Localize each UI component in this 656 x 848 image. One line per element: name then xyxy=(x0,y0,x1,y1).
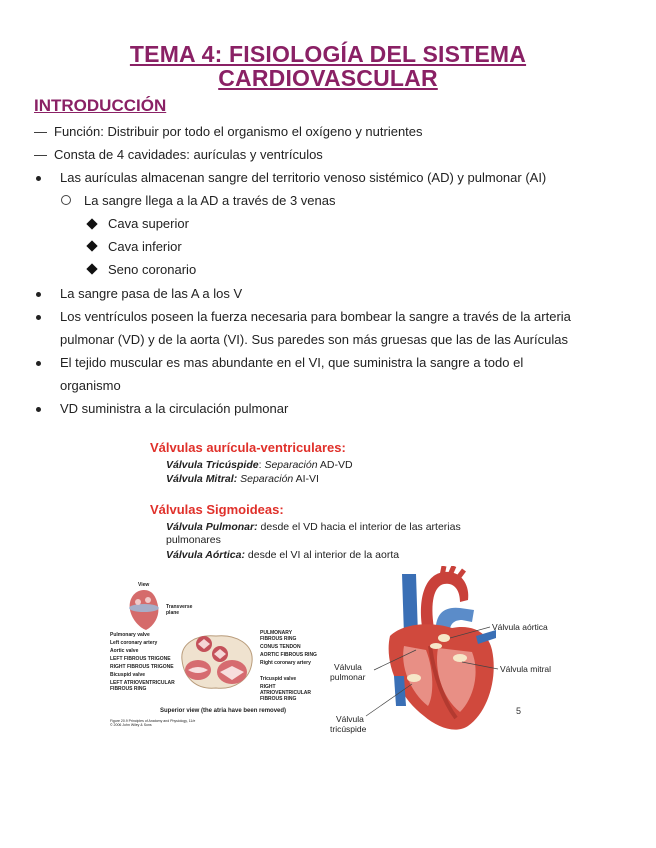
fig-left-label: Bicuspid valve xyxy=(110,672,146,678)
list-item: Función: Distribuir por todo el organismo el oxígeno y nutrientes xyxy=(54,124,423,139)
title-line-1: TEMA 4: FISIOLOGÍA DEL SISTEMA xyxy=(129,41,527,67)
list-item-continuation: pulmonar (VD) y de la aorta (VI). Sus paredes son más gruesas que las de las Aurículas xyxy=(60,332,568,347)
heart-section-thumbnail xyxy=(124,586,164,632)
fig-credit: Figure 20.9 Principles of Anatomy and Physiology, 11/e xyxy=(110,719,196,723)
pulmonary-desc: desde el VD hacia el interior de las arterias xyxy=(260,521,461,533)
tricuspid-line: Válvula Tricúspide: Separación AD-VD xyxy=(166,459,353,471)
fig-credit: © 2006 John Wiley & Sons xyxy=(110,723,152,727)
list-item: Los ventrículos poseen la fuerza necesaria para bombear la sangre a través de la arteria xyxy=(60,309,571,324)
fig-transverse-label: Transverse xyxy=(166,604,193,610)
label-pulmonary-valve-1: Válvula xyxy=(334,662,362,672)
label-pulmonary-valve-2: pulmonar xyxy=(330,672,366,682)
fig-right-label: FIBROUS RING xyxy=(260,696,297,702)
valve-ring-illustration xyxy=(176,630,256,694)
aortic-desc: desde el VI al interior de la aorta xyxy=(247,549,400,561)
pulmonary-name: Válvula Pulmonar: xyxy=(166,521,258,533)
fig-right-label: Tricuspid valve xyxy=(260,676,297,682)
list-item-continuation: organismo xyxy=(60,378,121,393)
label-aortic-valve: Válvula aórtica xyxy=(492,622,548,632)
mitral-line xyxy=(166,473,319,486)
tricuspid-desc: Separación xyxy=(264,459,318,471)
mitral-desc: Separación xyxy=(240,473,294,485)
dash-marker: — xyxy=(34,124,47,139)
section-heading: INTRODUCCIÓN xyxy=(34,96,167,115)
fig-left-label: Left coronary artery xyxy=(110,640,158,646)
fig-left-label: Aortic valve xyxy=(110,648,139,654)
list-item: Seno coronario xyxy=(108,262,197,277)
label-tricuspid-valve-1: Válvula xyxy=(336,714,364,724)
sigmoid-valves-heading: Válvulas Sigmoideas: xyxy=(150,502,284,517)
bullet-icon xyxy=(36,176,41,181)
fig-right-label: FIBROUS RING xyxy=(260,636,297,642)
title-line-2: CARDIOVASCULAR xyxy=(218,65,438,91)
pulmonary-line xyxy=(166,521,461,534)
fig-left-label: LEFT ATRIOVENTRICULAR xyxy=(110,680,175,686)
page-title xyxy=(0,42,656,90)
list-item: La sangre llega a la AD a través de 3 venas xyxy=(84,193,336,208)
label-mitral-valve: Válvula mitral xyxy=(500,664,552,674)
fig-right-label: CONUS TENDON xyxy=(260,644,301,650)
aortic-name: Válvula Aórtica: xyxy=(166,549,245,561)
fig-left-label: Pulmonary valve xyxy=(110,632,150,638)
fig-view-label: View xyxy=(138,582,150,588)
page-number: 5 xyxy=(516,706,522,716)
fig-right-label: PULMONARY xyxy=(260,630,293,636)
list-item: El tejido muscular es mas abundante en el VI, que suministra la sangre a todo el xyxy=(60,355,524,370)
valves-superior-view-figure xyxy=(110,580,320,730)
fig-left-label: RIGHT FIBROUS TRIGONE xyxy=(110,664,174,670)
bullet-icon xyxy=(36,407,41,412)
aortic-line xyxy=(166,549,399,562)
fig-right-label: ATRIOVENTRICULAR xyxy=(260,690,312,696)
diamond-bullet-icon xyxy=(86,218,97,229)
leader-lines xyxy=(330,566,560,742)
label-tricuspid-valve-2: tricúspide xyxy=(330,724,367,734)
dash-marker: — xyxy=(34,147,47,162)
fig-right-label: Right coronary artery xyxy=(260,660,311,666)
fig-right-label: RIGHT xyxy=(260,684,276,690)
list-item: Las aurículas almacenan sangre del territorio venoso sistémico (AD) y pulmonar (AI) xyxy=(60,170,547,185)
circle-bullet-icon xyxy=(61,195,71,205)
fig-plane-label: plane xyxy=(166,610,180,616)
diamond-bullet-icon xyxy=(86,240,97,251)
tricuspid-value: AD-VD xyxy=(319,459,353,471)
mitral-name: Válvula Mitral: xyxy=(166,473,238,485)
pulmonary-desc-cont: pulmonares xyxy=(166,534,221,546)
bullet-icon xyxy=(36,361,41,366)
list-item: Cava inferior xyxy=(108,239,182,254)
mitral-value: AI-VI xyxy=(295,473,319,485)
av-valves-heading: Válvulas aurícula-ventriculares: xyxy=(150,440,346,455)
heart-anatomy-figure xyxy=(330,566,560,742)
list-item: VD suministra a la circulación pulmonar xyxy=(60,401,289,416)
bullet-icon xyxy=(36,292,41,297)
list-item: La sangre pasa de las A a los V xyxy=(60,286,243,301)
fig-right-label: AORTIC FIBROUS RING xyxy=(260,652,317,658)
tricuspid-name: Válvula Tricúspide xyxy=(166,459,259,471)
fig-left-label: LEFT FIBROUS TRIGONE xyxy=(110,656,171,662)
list-item: Consta de 4 cavidades: aurículas y ventrículos xyxy=(54,147,323,162)
list-item: Cava superior xyxy=(108,216,189,231)
fig-caption: Superior view (the atria have been removed) xyxy=(160,708,287,714)
fig-left-label: FIBROUS RING xyxy=(110,686,147,692)
diamond-bullet-icon xyxy=(86,263,97,274)
bullet-icon xyxy=(36,315,41,320)
